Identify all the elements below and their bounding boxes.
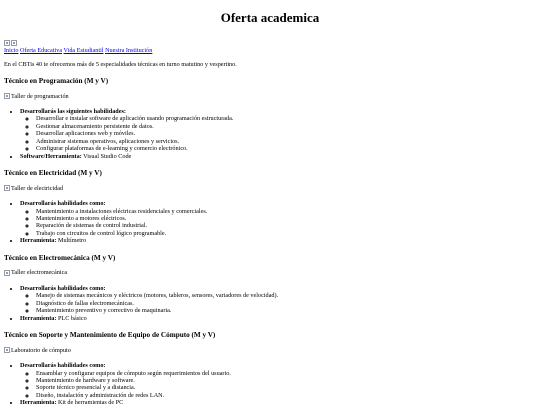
skills-label: Desarrollarás habilidades como: [20,362,106,370]
section-image [4,185,536,192]
skills-item [20,108,536,153]
tool-value: Kit de herramientas de PC [56,399,124,407]
section-heading: Técnico en Programación (M y V) [4,76,109,85]
image-alt-text: Laboratorio de cómputo [11,346,71,354]
section-details-list [4,362,536,407]
skills-item [20,200,536,237]
section-image [4,347,536,354]
skills-label: Desarrollarás las siguientes habilidades: [20,107,126,115]
logo-image-icon-2 [11,40,17,46]
skill-item: ◦ Mantenimiento a instalaciones eléctricas residenciales y comerciales. [36,208,536,215]
section-heading: Técnico en Electricidad (M y V) [4,169,102,178]
skills-item [20,362,536,399]
section-heading: Técnico en Electromecánica (M y V) [4,253,116,262]
nav-link-inicio[interactable]: Inicio [4,47,19,55]
section-details-list [4,108,536,160]
tool-value: Multímetro [56,237,87,245]
section-details-list [4,200,536,245]
nav-bar [4,40,536,55]
skills-item [20,285,536,315]
skill-item: ◦ Reparación de sistemas de control industrial. [36,222,536,229]
skills-list [20,370,536,400]
skills-list [20,115,536,152]
image-alt-text: Taller de electricidad [11,184,64,192]
tool-item [20,399,536,406]
nav-link-nuestra-institucion[interactable]: Nuestra Institución [105,47,153,55]
skill-item: ◦ Desarrollar e instalar software de aplicación usando programación estructurada. [36,115,536,122]
skill-item: ◦ Administrar sistemas operativos, aplicaciones y servicios. [36,138,536,145]
image-alt-text: Taller electromecánica [11,269,68,277]
nav-link-oferta-educativa[interactable]: Oferta Educativa [19,47,63,55]
skills-label: Desarrollarás habilidades como: [20,200,106,208]
tool-label: Herramienta: [20,314,57,322]
section-programacion [4,77,536,160]
section-electricidad [4,169,536,245]
tool-label: Herramienta: [20,237,57,245]
skill-item: ◦ Ensamblar y configurar equipos de cómputo según requerimientos del usuario. [36,370,536,377]
section-heading: Técnico en Soporte y Mantenimiento de Equipo de Cómputo (M y V) [4,331,216,340]
skill-item: ◦ Diagnóstico de fallas electromecánicas. [36,300,536,307]
image-alt-text: Taller de programación [11,92,69,100]
section-electromecanica [4,254,536,322]
logo-image-icon [4,40,10,46]
skill-item: ◦ Mantenimiento a motores eléctricos. [36,215,536,222]
skill-item: ◦ Mantenimiento preventivo y correctivo de maquinaria. [36,307,536,314]
section-image [4,269,536,276]
tool-label: Software/Herramienta: [20,152,82,160]
section-soporte [4,331,536,407]
tool-value: Visual Studio Code [81,152,132,160]
section-image [4,93,536,100]
skill-item: ◦ Desarrollar aplicaciones web y móviles. [36,130,536,137]
skills-list [20,292,536,314]
skill-item: ◦ Gestionar almacenamiento persistente de datos. [36,123,536,130]
broken-image-icon [4,270,10,276]
skill-item: ◦ Mantenimiento de hardware y software. [36,377,536,384]
sections-container [4,77,536,407]
skill-item: ◦ Configurar plataformas de e-learning y comercio electrónico. [36,145,536,152]
tool-item [20,237,536,244]
page-title: Oferta academica [220,10,320,25]
broken-image-icon [4,93,10,99]
tool-item [20,153,536,160]
skills-list [20,208,536,238]
nav-link-vida-estudiantil[interactable]: Vida Estudiantil [63,47,104,55]
skills-label: Desarrollarás habilidades como: [20,284,106,292]
section-details-list [4,285,536,322]
skill-item: ◦ Manejo de sistemas mecánicos y eléctricos (motores, tableros, sensores, variadores de velocidad). [36,292,536,299]
tool-item [20,315,536,322]
skill-item: ◦ Diseño, instalación y administración de redes LAN. [36,392,536,399]
skill-item: ◦ Trabajo con circuitos de control lógico programable. [36,230,536,237]
broken-image-icon [4,185,10,191]
broken-image-icon [4,347,10,353]
tool-label: Herramienta: [20,399,57,407]
intro-text: En el CBTis 40 te ofrecemos más de 5 especialidades técnicas en turno matutino y vespertino. [4,61,237,69]
tool-value: PLC básico [56,314,87,322]
skill-item: ◦ Soporte técnico presencial y a distancia. [36,384,536,391]
